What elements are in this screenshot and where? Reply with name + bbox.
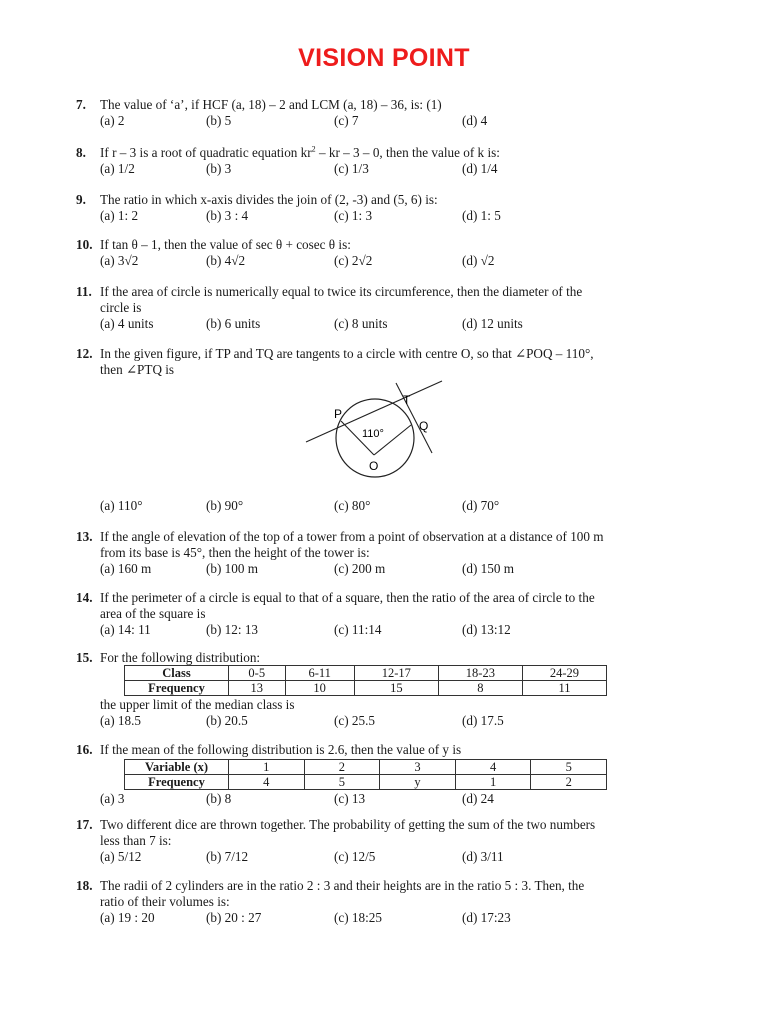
question-14 [76, 590, 656, 638]
option-a: (a) 1: 2 [100, 208, 139, 223]
options-row [100, 208, 656, 224]
option-d: (d) 17:23 [462, 910, 511, 925]
question-text-cont: area of the square is [100, 606, 206, 621]
question-text-cont: less than 7 is: [100, 833, 172, 848]
question-text-part: If r – 3 is a root of quadratic equation kr [100, 145, 312, 160]
table-cell: y [380, 775, 456, 790]
table-cell: 5 [531, 760, 607, 775]
table-cell: 4 [455, 760, 531, 775]
question-text: Two different dice are thrown together. The probability of getting the sum of the two numbers [100, 817, 596, 832]
option-c: (c) 80° [334, 498, 371, 513]
question-text: If the area of circle is numerically equal to twice its circumference, then the diameter of the [100, 284, 583, 299]
table-header: Frequency [125, 681, 229, 696]
table-cell: 2 [304, 760, 380, 775]
question-number: 10. [76, 237, 93, 252]
table-cell: 3 [380, 760, 456, 775]
table-cell: 1 [455, 775, 531, 790]
question-number: 15. [76, 650, 93, 665]
question-16 [76, 742, 656, 758]
option-a: (a) 5/12 [100, 849, 142, 864]
option-b: (b) 20.5 [206, 713, 248, 728]
label-o: O [369, 459, 379, 473]
option-b: (b) 7/12 [206, 849, 249, 864]
option-a: (a) 4 units [100, 316, 154, 331]
label-t: T [403, 393, 411, 407]
option-d: (d) 12 units [462, 316, 523, 331]
option-b: (b) 20 : 27 [206, 910, 262, 925]
question-12-options [76, 498, 656, 514]
tangent-circle-figure [304, 380, 444, 485]
table-cell: 4 [229, 775, 305, 790]
question-number: 14. [76, 590, 93, 605]
option-a: (a) 2 [100, 113, 125, 128]
option-c: (c) 7 [334, 113, 359, 128]
option-c: (c) 12/5 [334, 849, 376, 864]
option-b: (b) 5 [206, 113, 232, 128]
question-text: For the following distribution: [100, 650, 261, 665]
question-13 [76, 529, 656, 577]
option-a: (a) 18.5 [100, 713, 142, 728]
option-d: (d) 1/4 [462, 161, 498, 176]
question-text: If the mean of the following distribution is 2.6, then the value of y is [100, 742, 462, 757]
option-a: (a) 110° [100, 498, 143, 513]
question-text: If the angle of elevation of the top of a tower from a point of observation at a distance of 100 m [100, 529, 604, 544]
table-cell: 15 [354, 681, 438, 696]
option-b: (b) 6 units [206, 316, 261, 331]
option-c: (c) 2√2 [334, 253, 373, 268]
option-a: (a) 3√2 [100, 253, 139, 268]
options-row [100, 498, 656, 514]
option-d: (d) √2 [462, 253, 495, 268]
question-text-cont: the upper limit of the median class is [100, 697, 295, 712]
distribution-table [124, 759, 607, 790]
question-number: 11. [76, 284, 92, 299]
option-d: (d) 24 [462, 791, 494, 806]
question-text [100, 145, 656, 161]
question-number: 12. [76, 346, 93, 361]
option-b: (b) 90° [206, 498, 244, 513]
question-text: If the perimeter of a circle is equal to that of a square, then the ratio of the area of circle to the [100, 590, 595, 605]
table-cell: 13 [229, 681, 286, 696]
question-number: 13. [76, 529, 93, 544]
question-text-cont: from its base is 45°, then the height of the tower is: [100, 545, 370, 560]
table-cell: 1 [229, 760, 305, 775]
options-row [100, 910, 656, 926]
option-c: (c) 1: 3 [334, 208, 373, 223]
question-17 [76, 817, 656, 865]
option-b: (b) 3 : 4 [206, 208, 249, 223]
table-header: Frequency [125, 775, 229, 790]
label-angle: 110° [362, 428, 384, 440]
question-16-options [76, 791, 656, 807]
question-number: 7. [76, 97, 86, 112]
option-c: (c) 25.5 [334, 713, 376, 728]
table-cell: 10 [285, 681, 354, 696]
question-15 [76, 650, 656, 666]
question-text: The ratio in which x-axis divides the join of (2, -3) and (5, 6) is: [100, 192, 438, 207]
options-row [100, 113, 656, 129]
options-row [100, 791, 656, 807]
distribution-table [124, 665, 607, 696]
option-d: (d) 3/11 [462, 849, 504, 864]
question-text: The value of ‘a’, if HCF (a, 18) – 2 and LCM (a, 18) – 36, is: (1) [100, 97, 442, 112]
options-row [100, 161, 656, 177]
superscript: 2 [311, 144, 316, 154]
table-row [125, 775, 607, 790]
table-cell: 24-29 [522, 666, 606, 681]
question-number: 16. [76, 742, 93, 757]
option-d: (d) 4 [462, 113, 488, 128]
option-d: (d) 17.5 [462, 713, 504, 728]
question-15-cont [76, 697, 656, 729]
option-c: (c) 8 units [334, 316, 388, 331]
option-b: (b) 4√2 [206, 253, 246, 268]
question-text-part: – kr – 3 – 0, then the value of k is: [315, 145, 500, 160]
option-c: (c) 18:25 [334, 910, 382, 925]
options-row [100, 253, 656, 269]
option-a: (a) 160 m [100, 561, 152, 576]
question-number: 18. [76, 878, 93, 893]
option-b: (b) 8 [206, 791, 232, 806]
label-p: P [334, 407, 343, 421]
question-7 [76, 97, 656, 129]
option-d: (d) 13:12 [462, 622, 511, 637]
table-cell: 0-5 [229, 666, 286, 681]
table-header: Variable (x) [125, 760, 229, 775]
question-number: 8. [76, 145, 86, 160]
option-a: (a) 14: 11 [100, 622, 151, 637]
option-d: (d) 1: 5 [462, 208, 501, 223]
table-cell: 8 [438, 681, 522, 696]
options-row [100, 713, 656, 729]
options-row [100, 849, 656, 865]
question-10 [76, 237, 656, 269]
table-cell: 6-11 [285, 666, 354, 681]
option-a: (a) 3 [100, 791, 125, 806]
question-18 [76, 878, 656, 926]
option-d: (d) 70° [462, 498, 500, 513]
label-q: Q [419, 419, 429, 433]
option-b: (b) 100 m [206, 561, 259, 576]
option-a: (a) 1/2 [100, 161, 135, 176]
option-d: (d) 150 m [462, 561, 515, 576]
option-c: (c) 200 m [334, 561, 386, 576]
table-cell: 5 [304, 775, 380, 790]
question-8 [76, 145, 656, 177]
options-row [100, 316, 656, 332]
table-cell: 11 [522, 681, 606, 696]
option-c: (c) 11:14 [334, 622, 382, 637]
question-number: 17. [76, 817, 93, 832]
table-cell: 2 [531, 775, 607, 790]
question-number: 9. [76, 192, 86, 207]
question-text: If tan θ – 1, then the value of sec θ + cosec θ is: [100, 237, 351, 252]
table-row [125, 681, 607, 696]
table-cell: 18-23 [438, 666, 522, 681]
question-text-cont: ratio of their volumes is: [100, 894, 230, 909]
question-text: The radii of 2 cylinders are in the ratio 2 : 3 and their heights are in the ratio 5 : 3. Then, the [100, 878, 585, 893]
question-text: In the given figure, if TP and TQ are tangents to a circle with centre O, so that ∠POQ – 110°, [100, 346, 594, 361]
table-cell: 12-17 [354, 666, 438, 681]
options-row [100, 561, 656, 577]
option-b: (b) 3 [206, 161, 232, 176]
question-text-cont: circle is [100, 300, 142, 315]
option-a: (a) 19 : 20 [100, 910, 155, 925]
page-title: VISION POINT [298, 44, 470, 72]
option-b: (b) 12: 13 [206, 622, 259, 637]
question-text-cont: then ∠PTQ is [100, 362, 175, 377]
options-row [100, 622, 656, 638]
table-row [125, 666, 607, 681]
question-11 [76, 284, 656, 332]
option-c: (c) 1/3 [334, 161, 369, 176]
table-row [125, 760, 607, 775]
question-9 [76, 192, 656, 224]
table-header: Class [125, 666, 229, 681]
question-12 [76, 346, 656, 378]
option-c: (c) 13 [334, 791, 366, 806]
